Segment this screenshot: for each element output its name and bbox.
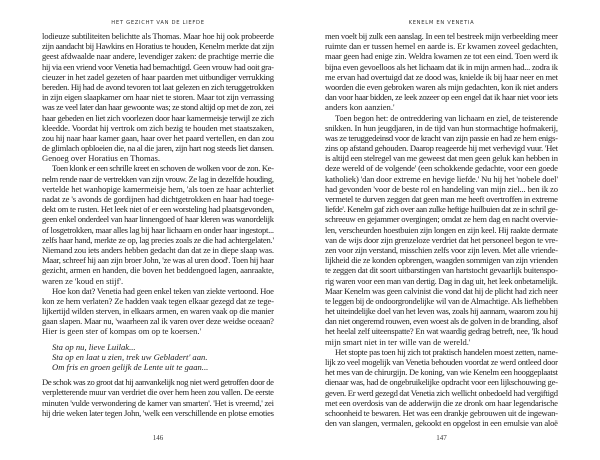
paragraph bbox=[42, 286, 274, 337]
paragraph bbox=[325, 31, 558, 113]
text-line: is altijd een stelregel van me geweest dat men geen geluk kan hebben in bbox=[325, 153, 558, 164]
running-head: HET GEZICHT VAN DE LIEFDE bbox=[111, 20, 205, 26]
text-line: Toen begon het: de ontreddering van lichaam en ziel, de teisterende bbox=[335, 112, 558, 123]
text-line: De schok was zo groot dat hij aanvankelijk nog niet werd getroffen door de bbox=[42, 377, 274, 388]
text-line: vermetel te durven zeggen dat geen man me heeft overtroffen in extreme bbox=[325, 194, 558, 204]
text-line: lijkertijd wilden sterven, in elkaars armen, en waren vaak op die manier bbox=[42, 306, 274, 317]
text-line: bereden. Hij had de avond tevoren tot laat gelezen en zich teruggetrokken bbox=[42, 81, 274, 92]
text-line: men voelt bij zulk een aanslag. In een tel bestreek mijn verbeelding meer bbox=[325, 31, 558, 41]
text-line: liefde'. Kenelm gaf zich over aan zulke heftige huilbuien dat ze in schril ge- bbox=[325, 204, 558, 215]
text-line: gaan slapen. Maar nu, 'waarheen zal ik varen over deze weidse oceaan? bbox=[42, 316, 274, 327]
text-line: Maar, schreef hij aan zijn broer John, 'ze was al uren dood'. Toen hij haar bbox=[42, 255, 274, 266]
text-line: te leggen bij de ondoorgrondelijke wil van de Almachtige. Als liefhebben bbox=[325, 295, 558, 306]
text-line: hij via een vriend voor Venetia had bemachtigd. Geen vrouw had ooit gra- bbox=[42, 61, 274, 72]
text-line: zen voor zijn verstand, misschien zelfs voor zijn leven. Met alle vriende- bbox=[325, 244, 558, 255]
paragraph bbox=[42, 163, 274, 285]
paragraph bbox=[325, 347, 558, 429]
verse-line: Sta op en laat u zien, trek uw Gebladert' aan. bbox=[52, 351, 208, 362]
text-line: len, verscheurden hoestbuien zijn longen en zijn keel. Hij raakte dermate bbox=[325, 224, 558, 235]
text-line: verpletterende muur van verdriet die over hem heen zou vallen. De eerste bbox=[42, 387, 274, 398]
text-line: lodieuze subtiliteiten belichtte als Thomas. Maar hoe hij ook probeerde bbox=[42, 31, 274, 41]
paragraph bbox=[42, 31, 274, 163]
text-line: van de wijs door zijn grenzeloze verdriet dat het personeel begon te vre- bbox=[325, 234, 558, 245]
text-line: geen enkel onderdeel van haar linnengoed of haar kleren was wanordelijk bbox=[42, 214, 274, 225]
text-line: schreeuw en gejammer overgingen; omdat ze hem dag en nacht overvie- bbox=[325, 214, 558, 225]
text-line: Niemand zou iets anders hebben gedacht dan dat ze in diepe slaap was. bbox=[42, 244, 274, 255]
page-number: 147 bbox=[436, 434, 447, 442]
text-line: zelfs haar hand, merkte ze op, lag precies zoals ze die had achtergelaten.' bbox=[42, 234, 274, 245]
text-line: cieuzer in het zadel gezeten of haar paarden met uitbundiger verrukking bbox=[42, 71, 274, 82]
text-line: snikken. In hun jeugdjaren, in de tijd van hun stormachtige hofmakerij, bbox=[325, 122, 558, 133]
text-line: maar geen had enige zin. Weldra kwamen ze tot een eind. Toen werd ik bbox=[325, 51, 558, 62]
text-line: dekt om te rusten. Het leek niet of er een worsteling had plaatsgevonden, bbox=[42, 204, 274, 215]
text-line: woorden die even gebroken waren als mijn gedachten, kon ik niet anders bbox=[325, 81, 558, 92]
right-page bbox=[300, 0, 600, 460]
text-line: het heelal zelf uiteenspatte? En wat waardig gedrag betreft, nee, 'Ik houd bbox=[325, 326, 558, 337]
verse-quote bbox=[42, 342, 274, 373]
page-number: 146 bbox=[152, 434, 164, 442]
text-line: met een overdosis van de adderwijn die ze dronk om haar legendarische bbox=[325, 397, 558, 408]
text-line: nadat ze 's avonds de gordijnen had dichtgetrokken en haar had toege- bbox=[42, 194, 274, 204]
running-head: KENELM EN VENETIA bbox=[408, 20, 475, 26]
text-line: hij drie weken later tegen John, 'welk een verschillende en plotse emoties bbox=[42, 407, 274, 418]
text-line: schoonheid te bewaren. Het was een drankje gebrouwen uit de ingewan- bbox=[325, 407, 558, 418]
text-line: gezicht, armen en handen, die boven het beddengoed lagen, aanraakte, bbox=[42, 265, 274, 276]
text-line: het uiteindelijke doel van het leven was, zoals hij aannam, waarom zou hij bbox=[325, 306, 558, 317]
text-line: kon ze hem verlaten? Ze hadden vaak tegen elkaar gezegd dat ze tege- bbox=[42, 295, 274, 306]
verse-line: Om fris en groen gelijk de Lente uit te gaan... bbox=[52, 362, 209, 372]
text-line: zou hij naar haar kamer gaan, haar over het paard vertellen, en dan zou bbox=[42, 132, 274, 143]
text-line: rig waren voor een man van dertig. Dag in dag uit, het leek onbetamelijk. bbox=[325, 275, 558, 286]
body-text bbox=[42, 31, 274, 418]
text-line: zins op afstand gehouden. Daarop reageerde hij met verhevigd vuur. 'Het bbox=[325, 143, 558, 154]
text-line: mijn smart niet in ter wille van de wereld.' bbox=[325, 336, 471, 347]
text-line: me ervan had overtuigd dat ze dood was, knielde ik bij haar neer en met bbox=[325, 71, 558, 82]
text-line: haar gebeden en liet zich voorlezen door haar kamermeisje terwijl ze zich bbox=[42, 112, 274, 123]
text-line: bijna even gevoelloos als het lichaam dat ik in mijn armen had... zodra ik bbox=[325, 61, 558, 72]
paragraph bbox=[325, 113, 558, 347]
text-line: had gevonden 'voor de beste rol en handeling van mijn ziel... ben ik zo bbox=[325, 183, 558, 194]
text-line: was ze veel later dan haar gewoonte was; ze stond altijd op met de zon, zei bbox=[42, 102, 274, 113]
text-line: ruimte dan er tussen hemel en aarde is. Er kwamen zoveel gedachten, bbox=[325, 41, 558, 52]
text-line: dan voor haar bidden, ze leek zozeer op een engel dat ik haar niet voor iets bbox=[325, 92, 558, 103]
text-line: het mes van de chirurgijn. De koning, van wie Kenelm een hooggeplaatst bbox=[325, 367, 558, 378]
text-line: Hier is geen ster of kompas om op te koersen.' bbox=[42, 326, 202, 337]
text-line: kleedde. Voordat hij vertrok om zich bezig te houden met staatszaken, bbox=[42, 122, 274, 133]
text-line: vertelde het wanhopige kamermeisje hem, 'als toen ze haar achterliet bbox=[42, 183, 274, 194]
text-line: was ze teruggedeinsd voor de kracht van zijn passie en had ze hem enigs- bbox=[325, 132, 558, 143]
text-line: nelm rende naar de vertrekken van zijn vrouw. Ze lag in dezelfde houding, bbox=[42, 173, 274, 184]
text-line: deze wereld of de volgende' (een schokkende gedachte, voor een goede bbox=[325, 163, 558, 174]
text-line: geest afdwaalde naar andere, levendiger zaken: de prachtige merrie die bbox=[42, 51, 274, 62]
text-line: lijkheid die ze konden opbrengen, waagden sommigen van zijn vrienden bbox=[325, 255, 558, 266]
text-line: de glimlach opbloeien die, na al die jaren, zijn hart nog steeds liet dansen. bbox=[42, 143, 274, 154]
text-line: Het stopte pas toen hij zich tot praktisch handelen moest zetten, name- bbox=[335, 346, 558, 357]
text-line: of losgetrokken, maar alles lag bij haar lichaam en onder haar ingestopt... bbox=[42, 224, 274, 235]
text-line: waren ze 'koud en stijf'. bbox=[42, 275, 124, 286]
verse-line: Sta op nu, lieve Luilak... bbox=[52, 341, 136, 352]
text-line: lijk zo veel mogelijk van Venetia behouden voordat ze werd ontleed door bbox=[325, 357, 558, 367]
text-line: zijn aandacht bij Hawkins en Horatius te houden, Kenelm merkte dat zijn bbox=[42, 41, 274, 52]
text-line: anders kon aanzien.' bbox=[325, 102, 395, 113]
text-line: katholiek) 'dan door extreme en hevige liefde.' Nu hij het 'nobele doel' bbox=[325, 173, 558, 184]
body-text bbox=[325, 31, 558, 428]
text-line: in zijn eigen slaapkamer om haar niet te storen. Maar tot zijn verrassing bbox=[42, 92, 274, 103]
text-line: minuten 'vulde verwondering de kamer van smarten'. 'Het is vreemd,' zei bbox=[42, 397, 274, 408]
text-line: Maar Kenelm was geen calvinist die vond dat hij de plicht had zich neer bbox=[325, 285, 558, 296]
text-line: dan niet ongeremd rouwen, even woest als de golven in de branding, alsof bbox=[325, 316, 558, 327]
text-line: Toen klonk er een schrille kreet en schoven de wolken voor de zon. Ke- bbox=[52, 163, 274, 174]
paragraph bbox=[42, 377, 274, 418]
text-line: geven. Er werd gezegd dat Venetia zich wellicht onbedoeld had vergiftigd bbox=[325, 387, 558, 398]
text-line: dienaar was, had de ongebruikelijke opdracht voor een lijkschouwing ge- bbox=[325, 377, 558, 388]
text-line: den van slangen, vermalen, gekookt en opgelost in een emulsie van aloë bbox=[325, 418, 558, 429]
text-line: Hoe kon dat? Venetia had geen enkel teken van ziekte vertoond. Hoe bbox=[52, 285, 274, 296]
text-line: Genoeg over Horatius en Thomas. bbox=[42, 153, 160, 164]
text-line: te zeggen dat dit soort uitbarstingen van hartstocht gevaarlijk buitenspo- bbox=[325, 265, 558, 276]
